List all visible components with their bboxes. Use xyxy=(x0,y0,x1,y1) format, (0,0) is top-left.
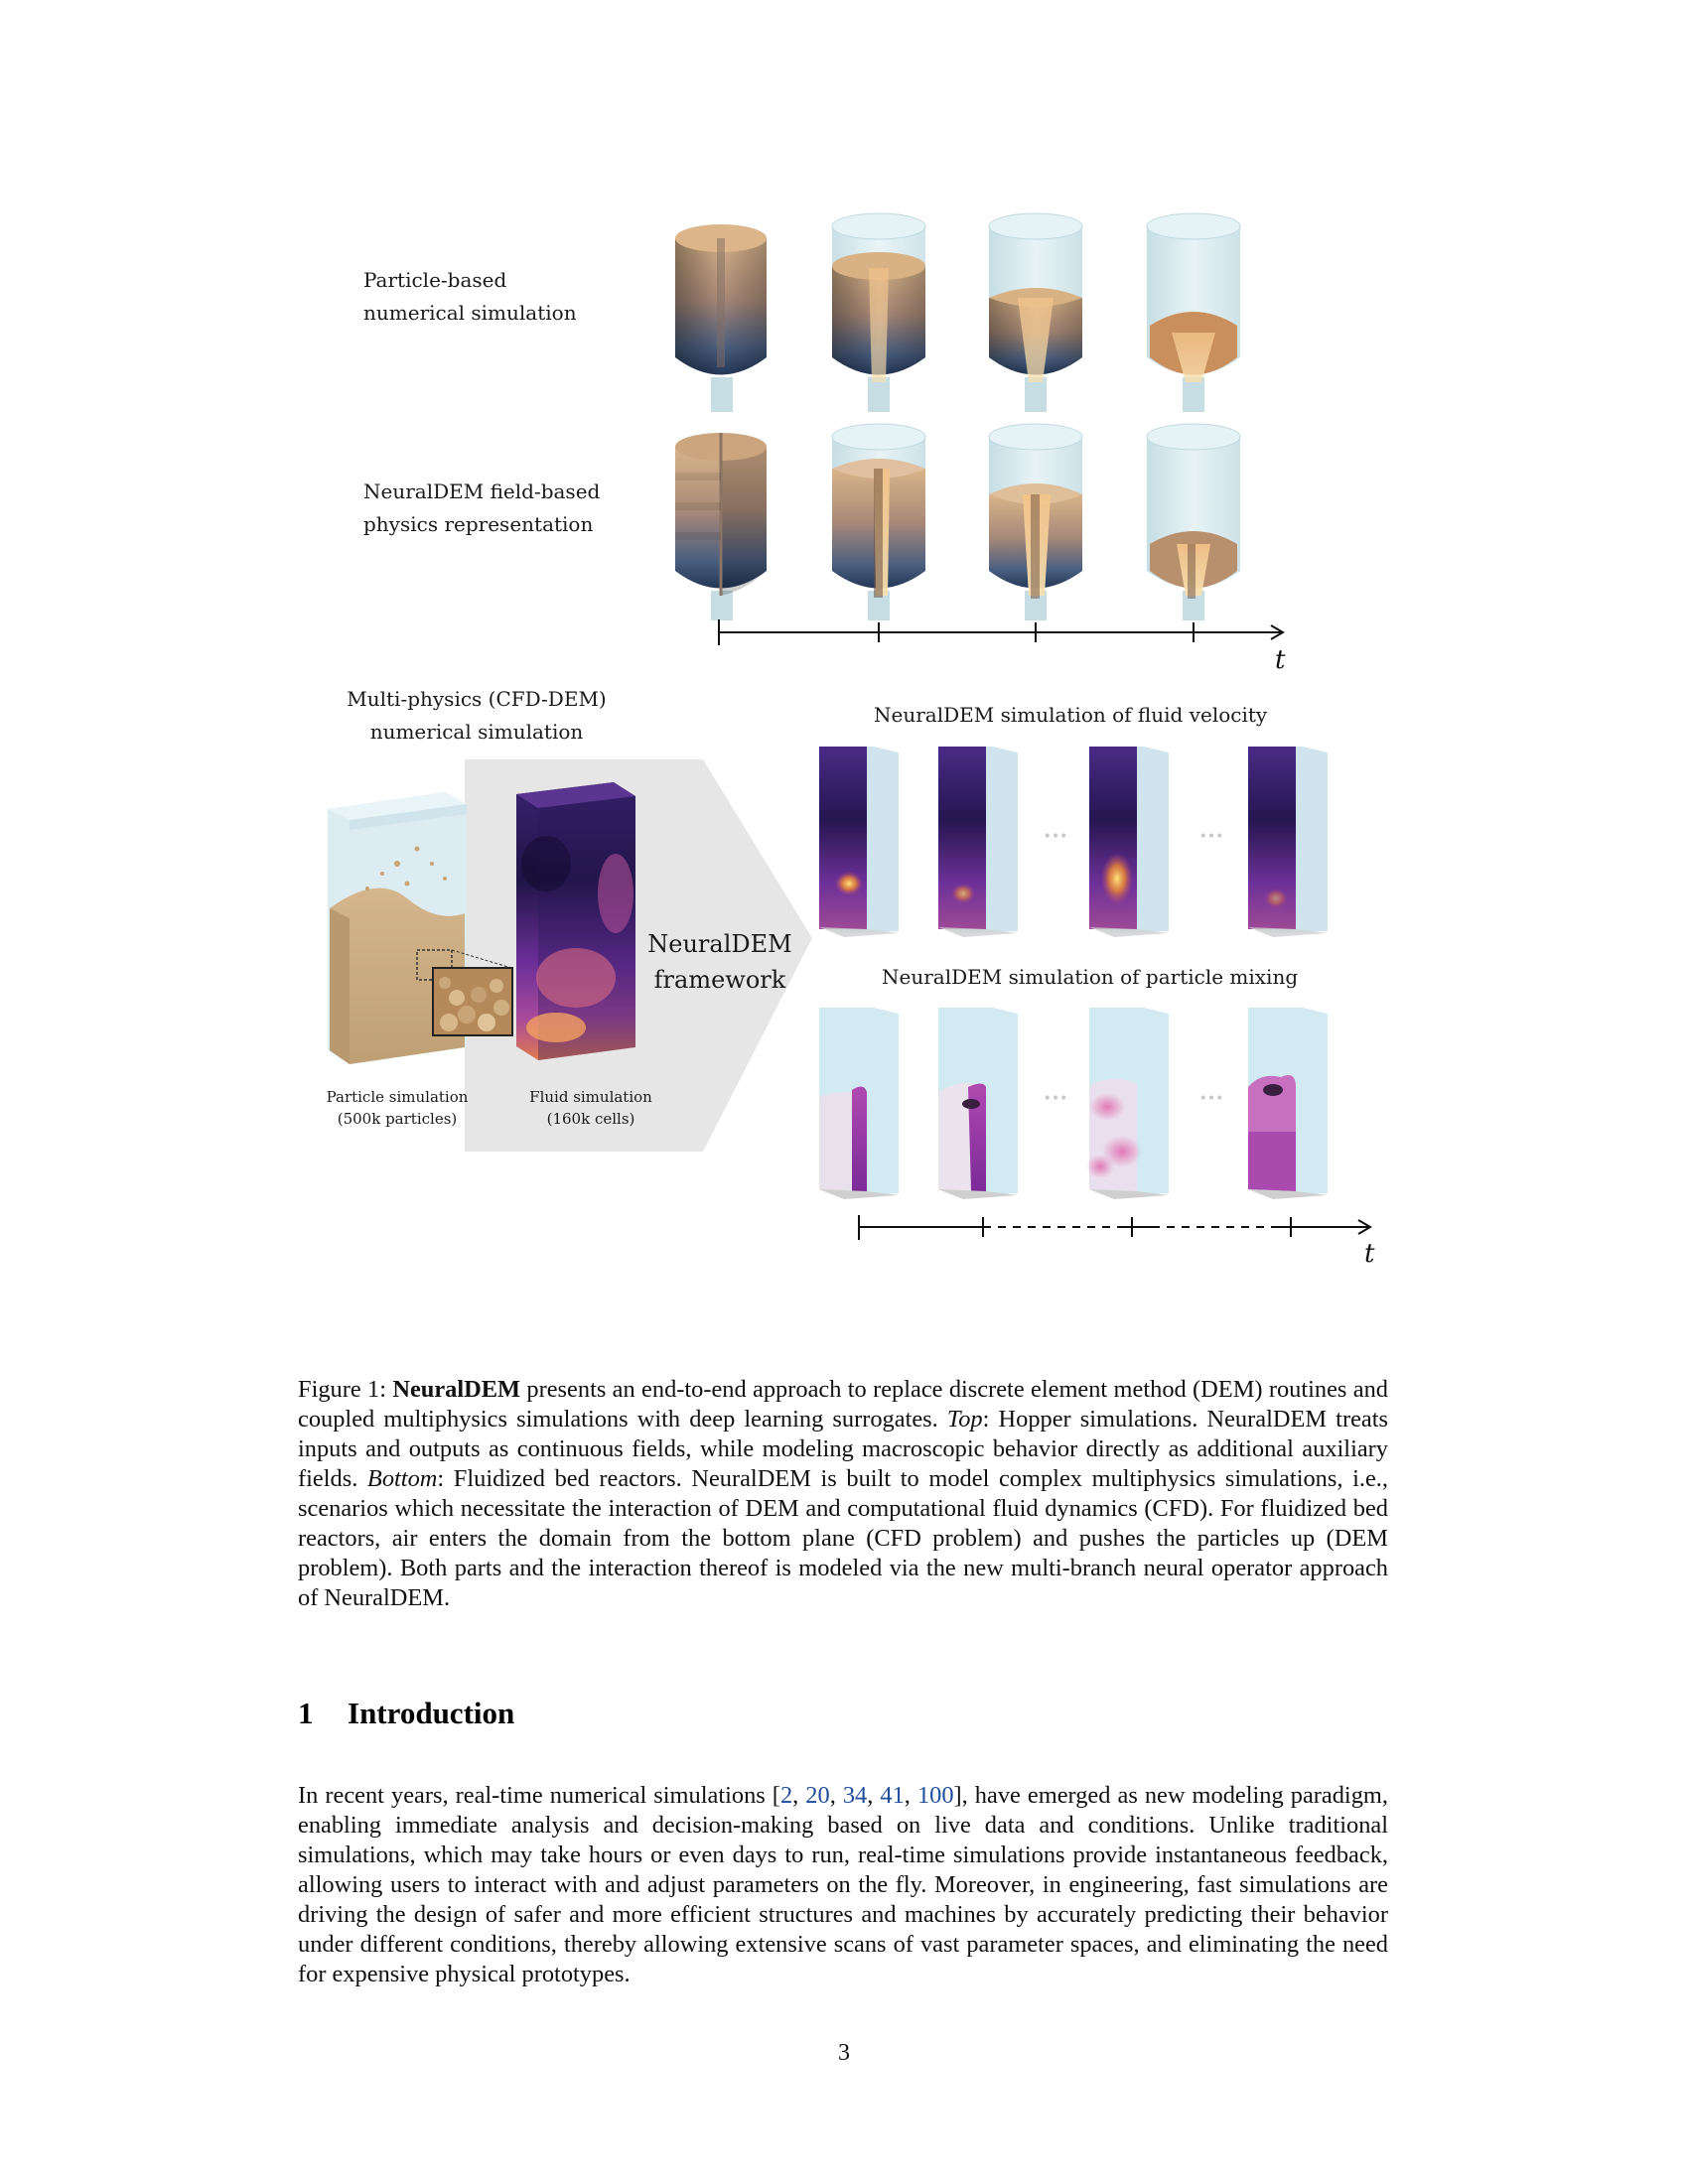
mixing-title: NeuralDEM simulation of particle mixing xyxy=(882,965,1299,989)
citation-link[interactable]: 2 xyxy=(779,1782,793,1809)
particle-sim-line1: Particle simulation xyxy=(326,1088,469,1106)
fluid-sim-caption xyxy=(511,1086,670,1130)
intro-paragraph xyxy=(298,1781,1388,1989)
multiphysics-line2: numerical simulation xyxy=(369,720,584,744)
citation-link[interactable]: 41 xyxy=(880,1782,905,1809)
intro-part2: ], have emerged as new modeling paradigm, enabling immediate analysis and decision-making based on live data and conditions. Unlike traditional simulations, which may take hours or even days to run, real-time simulations provide instantaneous feedback, allowing users to interact with and adjust parameters on the fly. Moreover, in engineering, fast simulations are driving the design of safer and more efficient structures and machines by accurately predicting their behavior under different conditions, thereby allowing extensive scans of vast parameter spaces, and eliminating the need for expensive physical prototypes. xyxy=(298,1782,1388,1987)
mixing-box-1 xyxy=(819,1008,899,1199)
citation-sep: , xyxy=(904,1782,917,1809)
citation-link[interactable]: 20 xyxy=(805,1782,830,1809)
hopper-field-3 xyxy=(989,424,1082,620)
mixing-ellipsis-2: ••• xyxy=(1198,1091,1224,1107)
hopper-field-2 xyxy=(832,424,925,620)
velocity-box-2 xyxy=(938,747,1018,937)
caption-prefix: Figure 1: xyxy=(298,1376,393,1403)
citation-link[interactable]: 100 xyxy=(916,1782,954,1809)
fluid-sim-line2: (160k cells) xyxy=(546,1110,635,1128)
hopper-particle-3 xyxy=(989,213,1082,412)
caption-part3: : Fluidized bed reactors. NeuralDEM is built to model complex multiphysics simulations, i.e., scenarios which necessitate the interaction of DEM and computational fluid dynamics (CFD). For fluidized bed reactors, air enters the domain from the bottom plane (CFD problem) and pushes the particles up (DEM problem). Both parts and the interaction thereof is modeled via the new multi-branch neural operator approach of NeuralDEM. xyxy=(298,1465,1388,1611)
mixing-ellipsis-1: ••• xyxy=(1043,1091,1068,1107)
row2-label-line2: physics representation xyxy=(363,512,594,536)
velocity-ellipsis-1: ••• xyxy=(1043,829,1068,845)
row1-label xyxy=(363,264,577,330)
row1-hoppers xyxy=(675,213,1240,412)
multiphysics-label xyxy=(328,683,626,749)
time-axis-bottom xyxy=(859,1215,1370,1240)
caption-part2: : Hopper simulations. NeuralDEM treats inputs and outputs as continuous fields, while modeling macroscopic behavior directly as additional auxiliary fields. xyxy=(298,1406,1388,1492)
row2-label xyxy=(363,476,600,541)
fluid-sim-line1: Fluid simulation xyxy=(529,1088,652,1106)
caption-bold-name: NeuralDEM xyxy=(392,1376,521,1403)
row1-label-line1: Particle-based xyxy=(363,268,507,292)
hopper-particle-4 xyxy=(1147,213,1240,412)
hopper-field-1 xyxy=(675,433,767,620)
caption-top-label: Top xyxy=(946,1406,983,1433)
hopper-particle-1 xyxy=(675,224,767,412)
section-heading xyxy=(298,1696,514,1731)
page-number: 3 xyxy=(838,2040,850,2066)
framework-label xyxy=(645,926,794,998)
framework-line1: NeuralDEM xyxy=(647,930,792,958)
velocity-box-1 xyxy=(819,747,899,937)
particle-sim-line2: (500k particles) xyxy=(337,1110,458,1128)
section-title: Introduction xyxy=(348,1696,515,1730)
velocity-box-4 xyxy=(1248,747,1328,937)
velocity-ellipsis-2: ••• xyxy=(1198,829,1224,845)
particle-sim-caption xyxy=(318,1086,477,1130)
time-label-top: t xyxy=(1275,645,1286,675)
mixing-box-4 xyxy=(1248,1008,1328,1199)
hopper-particle-2 xyxy=(832,213,925,412)
caption-bottom-label: Bottom xyxy=(366,1465,438,1492)
citation-sep: , xyxy=(867,1782,881,1809)
row1-label-line2: numerical simulation xyxy=(363,301,577,325)
hopper-field-4 xyxy=(1147,424,1240,620)
time-axis-top xyxy=(719,619,1283,645)
figure-caption xyxy=(298,1375,1388,1613)
caption-part1: presents an end-to-end approach to replace discrete element method (DEM) routines and coupled multiphysics simulations with deep learning surrogates. xyxy=(298,1376,1388,1433)
citation-link[interactable]: 34 xyxy=(842,1782,868,1809)
mixing-box-3 xyxy=(1086,1008,1169,1199)
citation-sep: , xyxy=(829,1782,843,1809)
time-label-bottom: t xyxy=(1364,1239,1375,1269)
velocity-box-3 xyxy=(1089,747,1169,937)
mixing-box-2 xyxy=(938,1008,1018,1199)
fluid-simulation-box xyxy=(516,782,635,1060)
framework-line2: framework xyxy=(653,966,786,994)
intro-part1: In recent years, real-time numerical simulations [ xyxy=(298,1782,780,1809)
section-number: 1 xyxy=(298,1696,314,1730)
row2-hoppers xyxy=(675,424,1240,620)
multiphysics-line1: Multi-physics (CFD-DEM) xyxy=(347,687,607,711)
row2-label-line1: NeuralDEM field-based xyxy=(363,479,601,503)
citation-sep: , xyxy=(792,1782,806,1809)
velocity-title: NeuralDEM simulation of fluid velocity xyxy=(874,703,1268,727)
